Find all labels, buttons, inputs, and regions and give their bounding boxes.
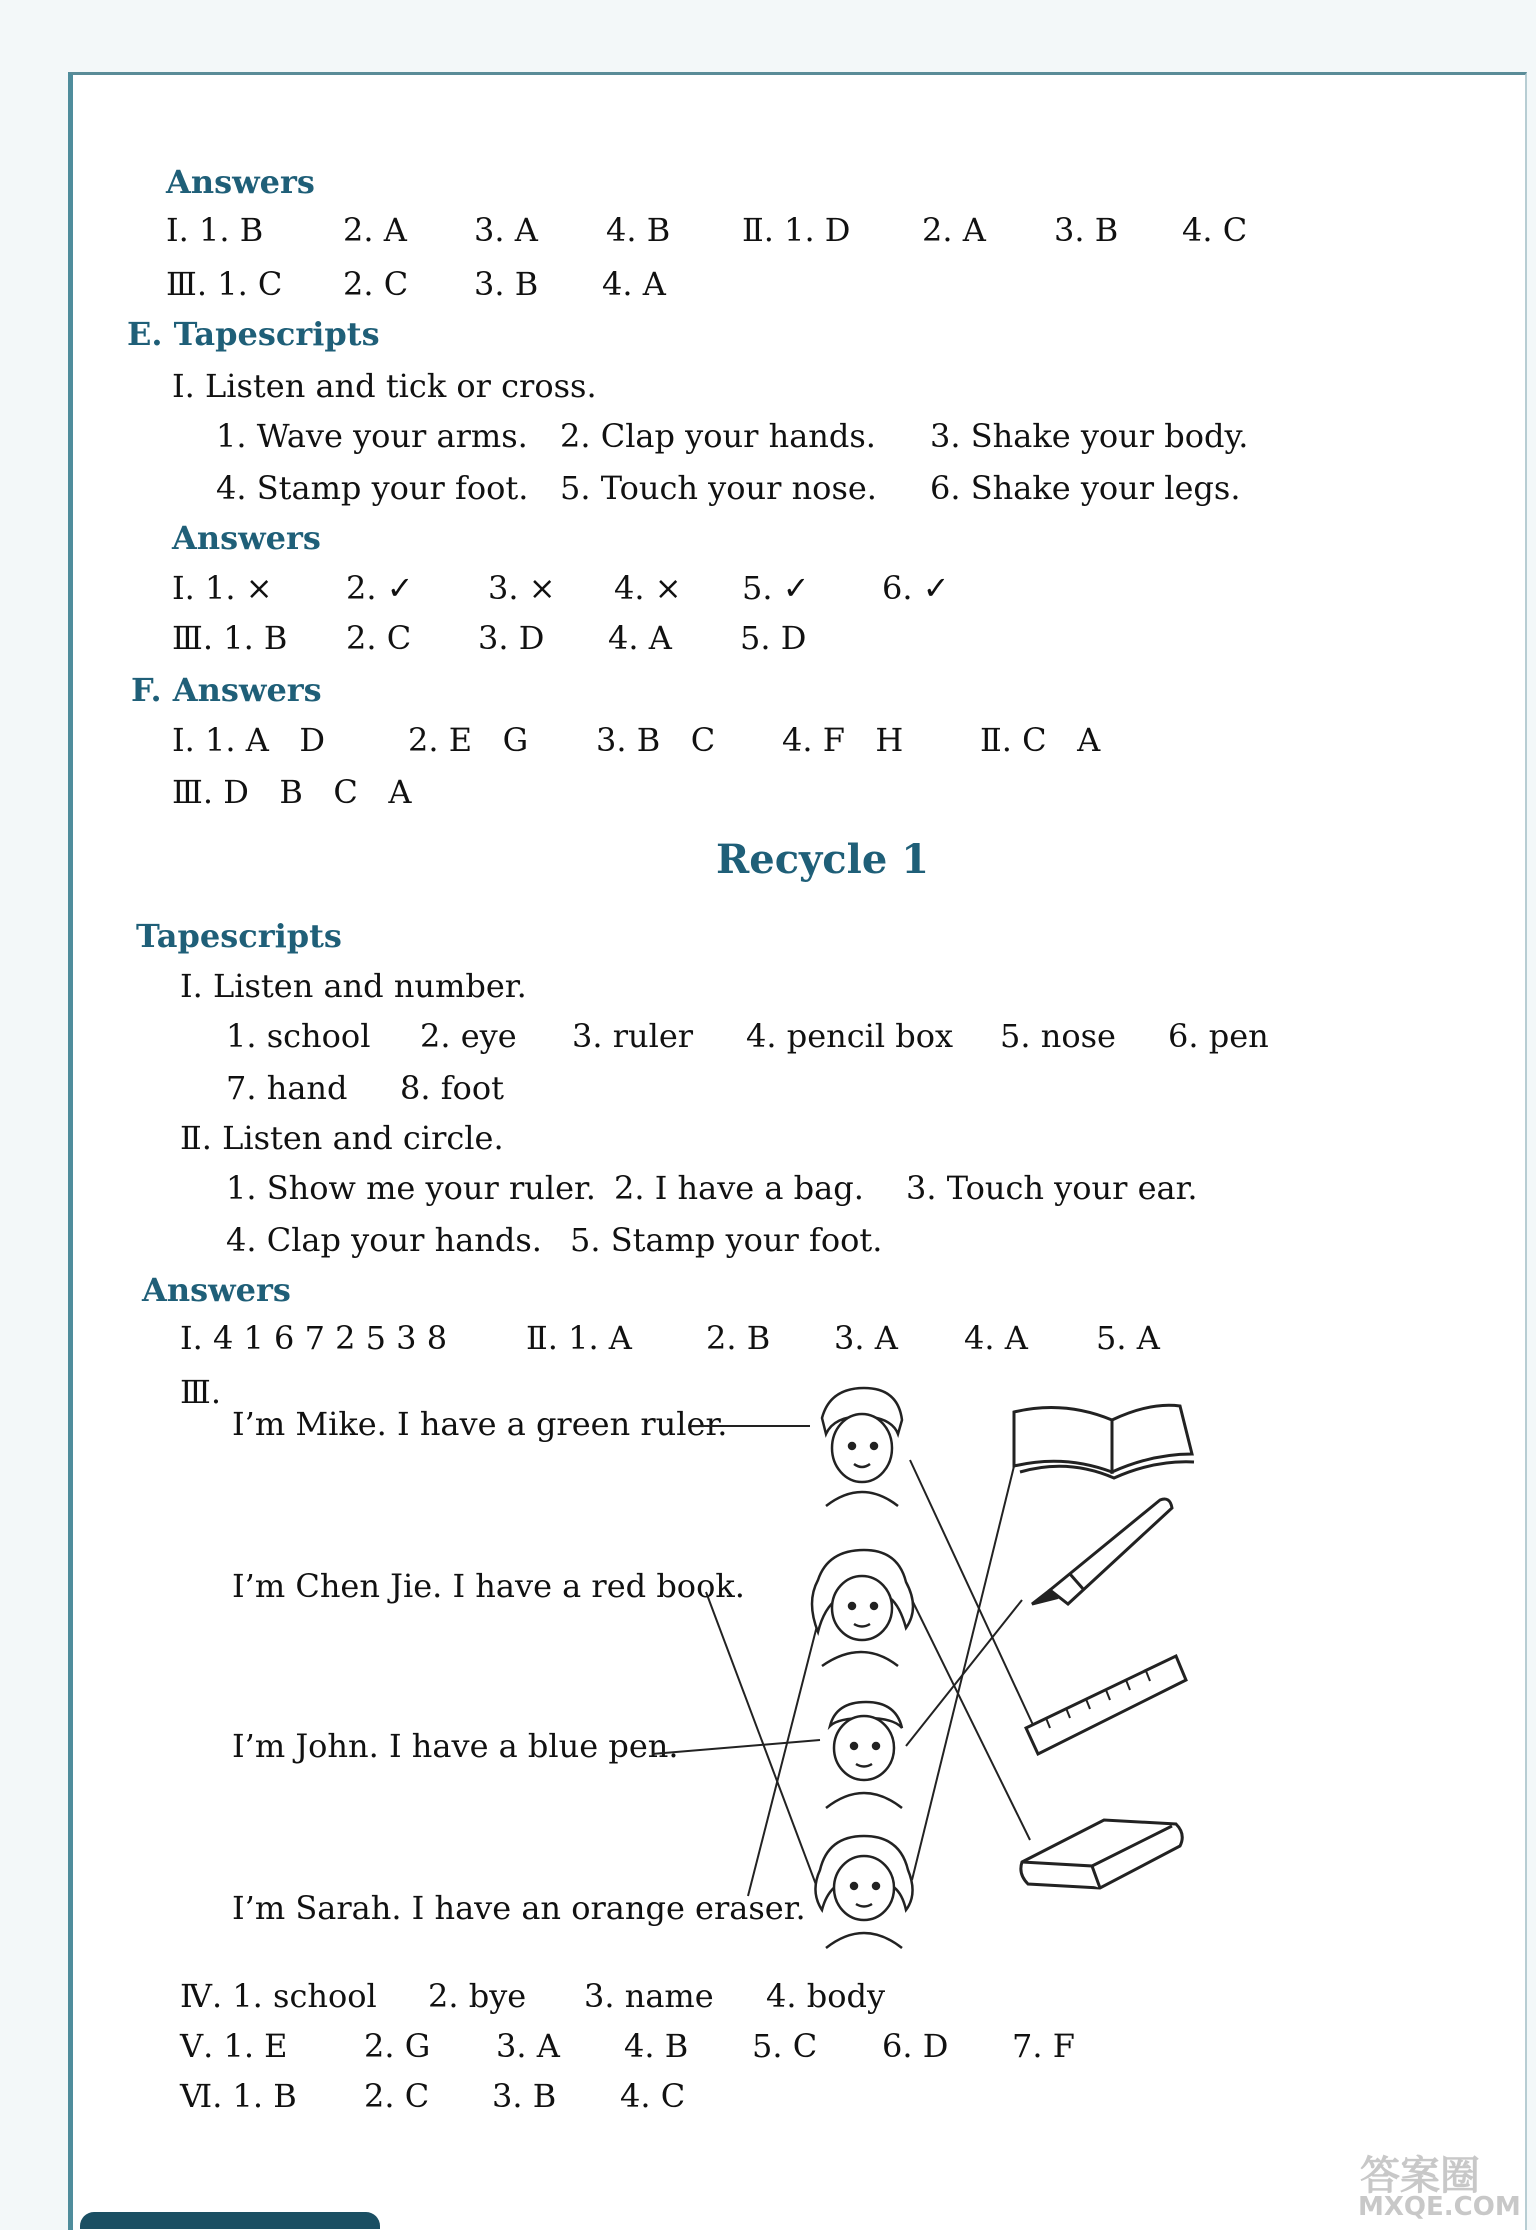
answer-item: Ⅲ. 1. B bbox=[172, 619, 288, 657]
answer-item: 6. D bbox=[882, 2027, 949, 2065]
tapescript-item: 6. Shake your legs. bbox=[930, 469, 1241, 507]
girl-sarah-figure bbox=[815, 1836, 912, 1948]
section-f-title: F. Answers bbox=[131, 671, 322, 709]
match-line bbox=[912, 1600, 1030, 1840]
tapescript-item: 7. hand bbox=[226, 1069, 348, 1107]
answer-item: 2. C bbox=[346, 619, 412, 657]
answer-item: 2. bye bbox=[428, 1977, 527, 2015]
answer-item: 3. B bbox=[1054, 211, 1119, 249]
answer-item: 4. B bbox=[606, 211, 671, 249]
tapescript-item: 8. foot bbox=[400, 1069, 504, 1107]
answer-item: 4. A bbox=[602, 265, 666, 303]
answer-item: 5. ✓ bbox=[742, 569, 810, 607]
answer-item: 7. F bbox=[1012, 2027, 1075, 2065]
answer-item: 3. A bbox=[474, 211, 538, 249]
answer-item: 3. × bbox=[488, 569, 556, 607]
tapescript-item: 5. Touch your nose. bbox=[560, 469, 877, 507]
pen-figure bbox=[1032, 1499, 1172, 1604]
tapescript-item: 2. Clap your hands. bbox=[560, 417, 876, 455]
tapescript-item: 4. pencil box bbox=[746, 1017, 954, 1055]
tapescript-item: 3. ruler bbox=[572, 1017, 694, 1055]
answer-item: Ⅱ. 1. D bbox=[742, 211, 851, 249]
match-line bbox=[652, 1740, 820, 1754]
boy-mike-figure bbox=[822, 1388, 902, 1506]
answer-item: Ⅳ. 1. school bbox=[180, 1977, 377, 2015]
answer-item: Ⅲ. 1. C bbox=[166, 265, 283, 303]
girl-chenjie-figure bbox=[812, 1550, 913, 1666]
part-label: Ⅲ. bbox=[180, 1373, 222, 1411]
book-figure bbox=[1014, 1405, 1194, 1478]
answer-item: Ⅰ. 1. B bbox=[166, 211, 264, 249]
answer-item: Ⅵ. 1. B bbox=[180, 2077, 297, 2115]
match-line bbox=[912, 1450, 1018, 1880]
tapescripts-heading: Tapescripts bbox=[136, 917, 342, 955]
answer-item: Ⅱ. 1. A bbox=[526, 1319, 632, 1357]
part-title: Ⅰ. Listen and tick or cross. bbox=[172, 367, 597, 405]
answer-item: 3. D bbox=[478, 619, 545, 657]
answer-item: 2. C bbox=[364, 2077, 430, 2115]
answer-item: 3. B bbox=[492, 2077, 557, 2115]
tapescript-item: 2. eye bbox=[420, 1017, 517, 1055]
part-title: Ⅱ. Listen and circle. bbox=[180, 1119, 504, 1157]
answer-item: 2. B bbox=[706, 1319, 771, 1357]
tapescript-item: 5. Stamp your foot. bbox=[570, 1221, 883, 1259]
recycle-title: Recycle 1 bbox=[716, 836, 930, 883]
matching-sentence: I’m Chen Jie. I have a red book. bbox=[232, 1567, 745, 1605]
tapescript-item: 1. school bbox=[226, 1017, 371, 1055]
answer-item: 3. A bbox=[834, 1319, 898, 1357]
answer-item: 4. C bbox=[1182, 211, 1248, 249]
answer-item: Ⅱ. C A bbox=[980, 721, 1101, 759]
answer-item: Ⅰ. 1. A D bbox=[172, 721, 325, 759]
answer-item: 6. ✓ bbox=[882, 569, 950, 607]
answer-item: 4. C bbox=[620, 2077, 686, 2115]
answer-item: 3. name bbox=[584, 1977, 714, 2015]
answer-item: 2. ✓ bbox=[346, 569, 414, 607]
answer-item: 4. A bbox=[964, 1319, 1028, 1357]
matching-sentence: I’m Mike. I have a green ruler. bbox=[232, 1405, 728, 1443]
match-line bbox=[910, 1460, 1040, 1740]
answer-item: 5. D bbox=[740, 619, 807, 657]
answers-heading: Answers bbox=[172, 519, 321, 557]
eraser-figure bbox=[1021, 1820, 1182, 1888]
answer-item: 2. C bbox=[343, 265, 409, 303]
watermark-url: MXQE.COM bbox=[1358, 2192, 1521, 2222]
section-e-title: E. Tapescripts bbox=[127, 315, 380, 353]
tapescript-item: 3. Touch your ear. bbox=[906, 1169, 1198, 1207]
boy-john-figure bbox=[826, 1702, 902, 1808]
matching-sentence: I’m John. I have a blue pen. bbox=[232, 1727, 679, 1765]
answer-item: 3. A bbox=[496, 2027, 560, 2065]
matching-sentence: I’m Sarah. I have an orange eraser. bbox=[232, 1889, 806, 1927]
tapescript-item: 5. nose bbox=[1000, 1017, 1116, 1055]
answer-item: 5. C bbox=[752, 2027, 818, 2065]
watermark-logo: 答案圈 bbox=[1360, 2153, 1480, 2199]
tapescript-item: 6. pen bbox=[1168, 1017, 1269, 1055]
tapescript-item: 3. Shake your body. bbox=[930, 417, 1249, 455]
tapescript-item: 4. Clap your hands. bbox=[226, 1221, 542, 1259]
tapescript-item: 1. Wave your arms. bbox=[216, 417, 528, 455]
answer-item: 2. E G bbox=[408, 721, 529, 759]
answer-item: 4. B bbox=[624, 2027, 689, 2065]
answer-item: 3. B C bbox=[596, 721, 716, 759]
tapescript-item: 2. I have a bag. bbox=[614, 1169, 864, 1207]
ruler-figure bbox=[1026, 1656, 1186, 1754]
answers-heading: Answers bbox=[166, 163, 315, 201]
part-title: Ⅰ. Listen and number. bbox=[180, 967, 527, 1005]
answer-item: 2. A bbox=[343, 211, 407, 249]
answer-item: 2. A bbox=[922, 211, 986, 249]
match-line bbox=[748, 1614, 820, 1896]
answer-item: Ⅰ. 4 1 6 7 2 5 3 8 bbox=[180, 1319, 448, 1357]
answer-item: 4. A bbox=[608, 619, 672, 657]
answer-item: Ⅰ. 1. × bbox=[172, 569, 273, 607]
tapescript-item: 1. Show me your ruler. bbox=[226, 1169, 596, 1207]
answer-item: 4. body bbox=[766, 1977, 886, 2015]
answer-item: Ⅲ. D B C A bbox=[172, 773, 412, 811]
answer-item: Ⅴ. 1. E bbox=[180, 2027, 288, 2065]
answer-item: 3. B bbox=[474, 265, 539, 303]
answers-heading: Answers bbox=[142, 1271, 291, 1309]
answer-item: 4. × bbox=[614, 569, 682, 607]
answer-item: 2. G bbox=[364, 2027, 431, 2065]
page-footer-bar bbox=[80, 2212, 380, 2229]
answer-item: 4. F H bbox=[782, 721, 904, 759]
answer-item: 5. A bbox=[1096, 1319, 1160, 1357]
tapescript-item: 4. Stamp your foot. bbox=[216, 469, 529, 507]
